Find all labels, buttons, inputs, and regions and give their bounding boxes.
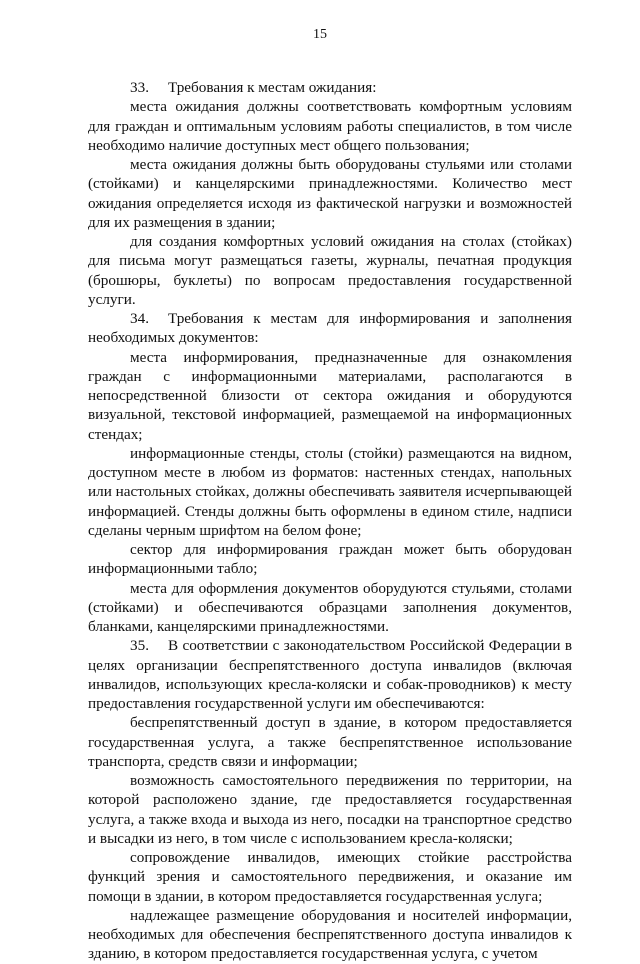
document-body xyxy=(88,78,572,964)
paragraph: надлежащее размещение оборудования и носителей информации, необходимых для обеспечения беспрепятственного доступа инвалидов к зданию, в котором предоставляется государственная услуга, с учетом xyxy=(88,906,572,963)
paragraph: места для оформления документов оборудуются стульями, столами (стойками) и обеспечиваются образцами заполнения документов, бланками, канцелярскими принадлежностями. xyxy=(88,579,572,635)
paragraph-text: Требования к местам ожидания: xyxy=(168,79,377,96)
clause-number: 34. xyxy=(130,310,149,327)
paragraph: беспрепятственный доступ в здание, в котором предоставляется государственная услуга, а также беспрепятственное использование транспорта, средств связи и информации; xyxy=(88,714,572,770)
paragraph: сопровождение инвалидов, имеющих стойкие расстройства функций зрения и самостоятельного передвижения, и оказание им помощи в здании, в котором предоставляется государственная услуга; xyxy=(88,849,572,905)
paragraph: информационные стенды, столы (стойки) размещаются на видном, доступном месте в любом из форматов: настенных стендах, напольных или настольных стойках, должны обеспечивать заявителя исчерпывающей информацией. Стенды должны быть оформлены в едином стиле, надписи сделаны черным шрифтом на белом фоне; xyxy=(88,444,572,539)
paragraph: места информирования, предназначенные для ознакомления граждан с информационными материалами, располагаются в непосредственной близости от сектора ожидания и оборудуются визуальной, текстовой информацией, размещаемой на информационных стендах; xyxy=(88,348,572,443)
clause-35-heading xyxy=(88,636,572,713)
paragraph: для создания комфортных условий ожидания на столах (стойках) для письма могут размещаться газеты, журналы, печатная продукция (брошюры, буклеты) по вопросам предоставления государственной услуги. xyxy=(88,233,572,308)
clause-33-heading xyxy=(88,78,572,97)
paragraph-text: Требования к местам для информирования и заполнения необходимых документов: xyxy=(88,310,572,347)
paragraph: места ожидания должны соответствовать комфортным условиям для граждан и оптимальным условиям работы специалистов, в том числе необходимо наличие доступных мест общего пользования; xyxy=(88,98,572,154)
paragraph: сектор для информирования граждан может быть оборудован информационными табло; xyxy=(88,541,572,578)
paragraph-text: В соответствии с законодательством Российской Федерации в целях организации беспрепятственного доступа инвалидов (включая инвалидов, использующих кресла-коляски и собак-проводников) к месту предоставления государственной услуги им обеспечиваются: xyxy=(88,637,572,712)
paragraph: места ожидания должны быть оборудованы стульями или столами (стойками) и канцелярскими принадлежностями. Количество мест ожидания определяется исходя из фактической нагрузки и возможностей для их размещения в здании; xyxy=(88,156,572,231)
clause-number: 35. xyxy=(130,637,149,655)
page-number: 15 xyxy=(313,27,327,42)
clause-number: 33. xyxy=(130,79,149,96)
paragraph: возможность самостоятельного передвижения по территории, на которой расположено здание, где предоставляется государственная услуга, а также входа и выхода из него, посадки на транспортное средство и высадки из него, в том числе с использованием кресла-коляски; xyxy=(88,772,572,847)
clause-34-heading xyxy=(88,309,572,348)
